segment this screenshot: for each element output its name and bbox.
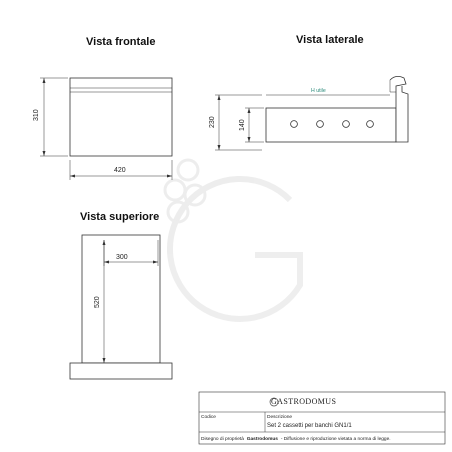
side-height-total-label: 230 [209, 116, 216, 128]
front-outline [70, 78, 172, 156]
descrizione-value: Set 2 cassetti per banchi GN1/1 [267, 423, 352, 429]
front-width-label: 420 [114, 167, 126, 174]
side-label-h-utile: H utile [311, 88, 326, 94]
top-front-panel [70, 363, 172, 379]
top-width-label: 300 [116, 254, 128, 261]
disclaimer [201, 436, 391, 442]
watermark-logo [165, 160, 300, 319]
front-view [40, 78, 172, 180]
codice-label: Codice [201, 415, 216, 420]
side-handle [367, 121, 374, 128]
brand-name: Gastrodomus [271, 397, 337, 406]
disclaimer-suffix: - Diffusione e riproduzione vietata a norma di legge. [280, 437, 391, 442]
side-height-inner-label: 140 [239, 119, 246, 131]
front-view-title: Vista frontale [86, 36, 156, 48]
top-view-title: Vista superiore [80, 211, 160, 223]
descrizione-label: Descrizione [267, 415, 293, 420]
side-view-title: Vista laterale [296, 34, 364, 46]
disclaimer-prefix: Disegno di proprietà [201, 437, 244, 442]
side-handle [291, 121, 298, 128]
side-handle [317, 121, 324, 128]
side-handle [343, 121, 350, 128]
front-height-label: 310 [33, 109, 40, 121]
side-outline [266, 108, 396, 142]
top-depth-label: 520 [94, 296, 101, 308]
disclaimer-brand: Gastrodomus [246, 437, 278, 442]
